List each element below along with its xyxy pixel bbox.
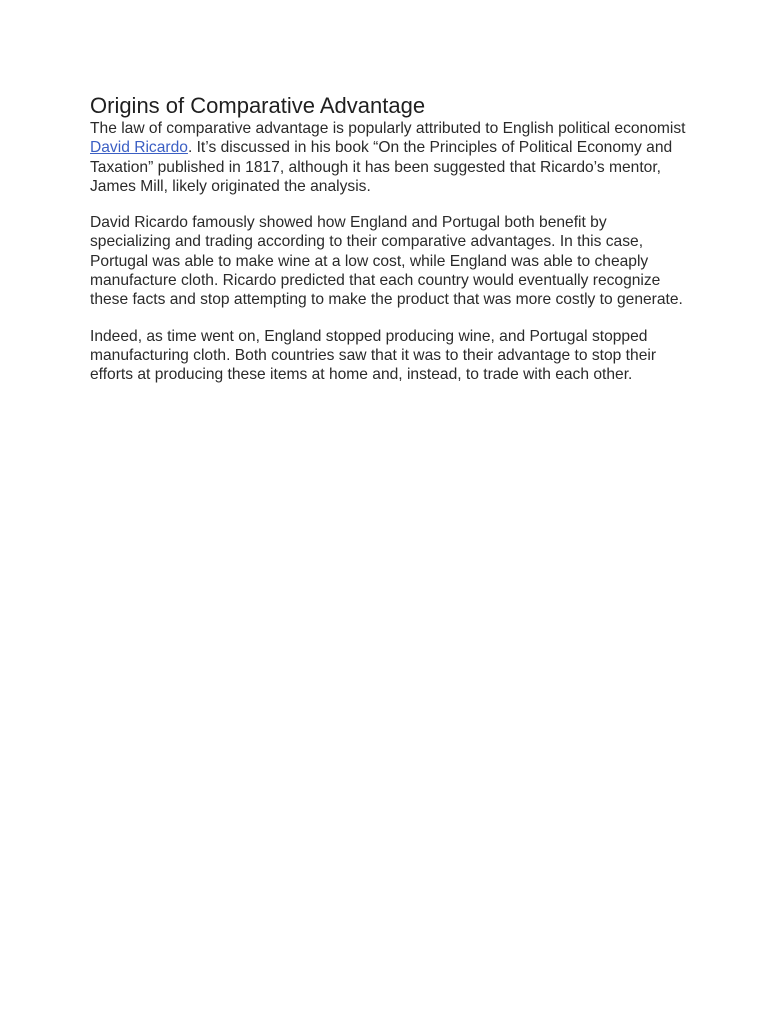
document-title: Origins of Comparative Advantage: [90, 93, 426, 118]
paragraph-outcome: Indeed, as time went on, England stopped producing wine, and Portugal stopped manufacturing cloth. Both countries saw that it was to their advantage to stop their efforts at producing these items at home and, instead, to trade with each other.: [90, 327, 657, 384]
paragraph-intro-text-after: . It’s discussed in his book “On the Principles of Political Economy and Taxation” published in 1817, although it has been suggested that Ricardo’s mentor, James Mill, likely originated the analysis.: [90, 139, 673, 195]
paragraph-intro-text-before: The law of comparative advantage is popularly attributed to English political economist: [90, 120, 686, 137]
paragraph-ricardo-example: David Ricardo famously showed how England and Portugal both benefit by specializing and trading according to their comparative advantages. In this case, Portugal was able to make wine at a low cost, while England was able to cheaply manufacture cloth. Ricardo predicted that each country would eventually recognize these facts and stop attempting to make the product that was more costly to generate.: [90, 214, 683, 309]
paragraph-intro: [90, 119, 688, 196]
david-ricardo-link[interactable]: David Ricardo: [90, 139, 188, 157]
